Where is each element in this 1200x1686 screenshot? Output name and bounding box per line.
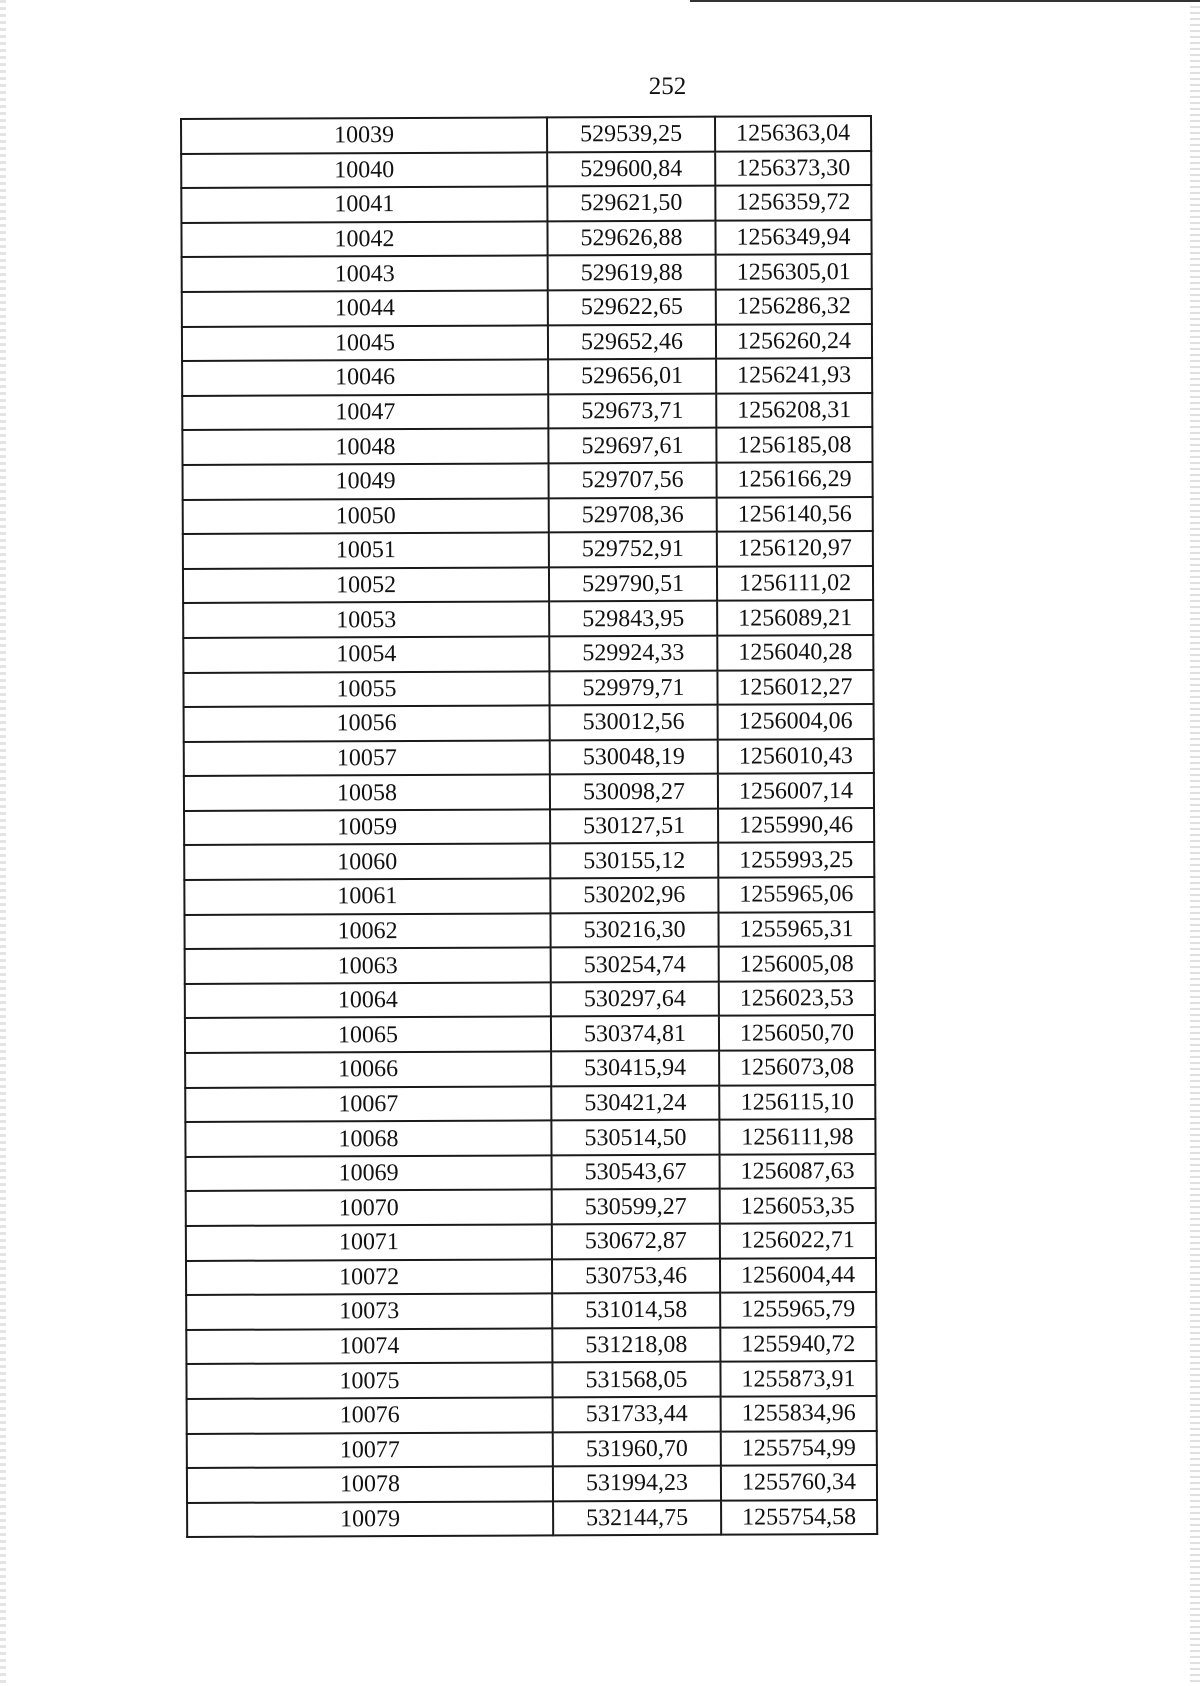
table-row [182,254,872,292]
scan-edge-left [0,0,6,1686]
y-coordinate-cell: 1256012,27 [717,669,873,704]
x-coordinate-cell: 531218,08 [552,1327,720,1362]
point-number-cell: 10047 [182,394,548,430]
x-coordinate-cell: 529708,36 [549,497,717,532]
x-coordinate-cell: 530415,94 [551,1051,719,1086]
point-number-cell: 10079 [187,1501,553,1537]
table-row [185,1119,875,1157]
y-coordinate-cell: 1256166,29 [717,462,873,497]
coordinates-table [180,115,878,1538]
table-row [185,1085,875,1123]
table-row [183,531,873,569]
point-number-cell: 10064 [185,982,551,1018]
x-coordinate-cell: 530672,87 [552,1224,720,1259]
y-coordinate-cell: 1256050,70 [719,1015,875,1050]
y-coordinate-cell: 1256007,14 [718,773,874,808]
point-number-cell: 10062 [184,913,550,949]
table-row [181,151,871,189]
point-number-cell: 10040 [181,152,547,188]
y-coordinate-cell: 1256260,24 [716,324,872,359]
y-coordinate-cell: 1256053,35 [720,1188,876,1223]
x-coordinate-cell: 529600,84 [547,151,715,186]
point-number-cell: 10066 [185,1051,551,1087]
x-coordinate-cell: 531994,23 [553,1466,721,1501]
table-row [182,324,872,362]
point-number-cell: 10073 [186,1294,552,1330]
table-row [185,946,875,984]
point-number-cell: 10063 [185,948,551,984]
table-row [186,1154,876,1192]
y-coordinate-cell: 1256305,01 [716,254,872,289]
table-row [184,773,874,811]
page-number: 252 [648,73,687,100]
x-coordinate-cell: 531568,05 [552,1362,720,1397]
x-coordinate-cell: 530216,30 [550,912,718,947]
point-number-cell: 10068 [185,1121,551,1157]
table-row [184,739,874,777]
point-number-cell: 10060 [184,844,550,880]
table-row [184,704,874,742]
table-row [187,1396,877,1434]
y-coordinate-cell: 1255965,06 [718,877,874,912]
table-row [183,669,873,707]
x-coordinate-cell: 529621,50 [547,186,715,221]
top-rule [690,0,1200,2]
x-coordinate-cell: 529924,33 [549,636,717,671]
table-row [182,358,872,396]
point-number-cell: 10057 [184,740,550,776]
table-row [184,912,874,950]
y-coordinate-cell: 1256115,10 [719,1085,875,1120]
point-number-cell: 10051 [183,533,549,569]
y-coordinate-cell: 1256004,06 [718,704,874,739]
table-row [186,1327,876,1365]
point-number-cell: 10052 [183,567,549,603]
table-row [187,1431,877,1469]
table-row [185,1015,875,1053]
x-coordinate-cell: 529697,61 [548,428,716,463]
point-number-cell: 10056 [184,705,550,741]
x-coordinate-cell: 530254,74 [551,947,719,982]
point-number-cell: 10050 [183,498,549,534]
point-number-cell: 10065 [185,1017,551,1053]
x-coordinate-cell: 530048,19 [550,739,718,774]
table-row [184,808,874,846]
x-coordinate-cell: 530753,46 [552,1258,720,1293]
y-coordinate-cell: 1256023,53 [719,981,875,1016]
point-number-cell: 10074 [186,1328,552,1364]
x-coordinate-cell: 529673,71 [548,393,716,428]
x-coordinate-cell: 529539,25 [547,117,715,152]
table-row [185,1050,875,1088]
y-coordinate-cell: 1255990,46 [718,808,874,843]
x-coordinate-cell: 529752,91 [549,532,717,567]
table-row [186,1188,876,1226]
table-row [181,185,871,223]
point-number-cell: 10055 [183,671,549,707]
point-number-cell: 10078 [187,1467,553,1503]
x-coordinate-cell: 530155,12 [550,843,718,878]
y-coordinate-cell: 1256120,97 [717,531,873,566]
y-coordinate-cell: 1256349,94 [715,220,871,255]
point-number-cell: 10046 [182,360,548,396]
point-number-cell: 10071 [186,1224,552,1260]
point-number-cell: 10072 [186,1259,552,1295]
y-coordinate-cell: 1255754,58 [721,1500,877,1535]
point-number-cell: 10041 [181,187,547,223]
x-coordinate-cell: 529979,71 [549,670,717,705]
x-coordinate-cell: 530543,67 [552,1154,720,1189]
y-coordinate-cell: 1256089,21 [717,600,873,635]
y-coordinate-cell: 1256286,32 [716,289,872,324]
point-number-cell: 10053 [183,602,549,638]
table-row [187,1500,877,1538]
y-coordinate-cell: 1256111,98 [719,1119,875,1154]
table-row [184,877,874,915]
y-coordinate-cell: 1256363,04 [715,116,871,151]
point-number-cell: 10077 [187,1432,553,1468]
point-number-cell: 10067 [185,1086,551,1122]
point-number-cell: 10075 [186,1363,552,1399]
table-row [182,289,872,327]
table-row [187,1465,877,1503]
y-coordinate-cell: 1256373,30 [715,151,871,186]
point-number-cell: 10039 [181,117,547,153]
table-row [186,1361,876,1399]
table-row [186,1223,876,1261]
x-coordinate-cell: 529656,01 [548,359,716,394]
table-row [183,600,873,638]
point-number-cell: 10054 [183,636,549,672]
point-number-cell: 10070 [186,1190,552,1226]
x-coordinate-cell: 532144,75 [553,1500,721,1535]
point-number-cell: 10058 [184,775,550,811]
x-coordinate-cell: 530297,64 [551,982,719,1017]
y-coordinate-cell: 1256111,02 [717,566,873,601]
coordinates-table-body [181,116,877,1537]
table-row [186,1258,876,1296]
point-number-cell: 10045 [182,325,548,361]
y-coordinate-cell: 1255993,25 [718,842,874,877]
x-coordinate-cell: 529619,88 [548,255,716,290]
point-number-cell: 10044 [182,290,548,326]
x-coordinate-cell: 530374,81 [551,1016,719,1051]
x-coordinate-cell: 529843,95 [549,601,717,636]
y-coordinate-cell: 1256010,43 [718,739,874,774]
scan-edge-right [1190,0,1200,1686]
point-number-cell: 10059 [184,809,550,845]
x-coordinate-cell: 531960,70 [553,1431,721,1466]
x-coordinate-cell: 531733,44 [553,1397,721,1432]
x-coordinate-cell: 529790,51 [549,566,717,601]
y-coordinate-cell: 1255760,34 [721,1465,877,1500]
y-coordinate-cell: 1255940,72 [720,1327,876,1362]
x-coordinate-cell: 531014,58 [552,1293,720,1328]
table-row [186,1292,876,1330]
x-coordinate-cell: 530514,50 [551,1120,719,1155]
y-coordinate-cell: 1255965,79 [720,1292,876,1327]
x-coordinate-cell: 530202,96 [550,878,718,913]
y-coordinate-cell: 1256087,63 [720,1154,876,1189]
x-coordinate-cell: 530421,24 [551,1085,719,1120]
table-row [184,842,874,880]
y-coordinate-cell: 1256208,31 [716,393,872,428]
point-number-cell: 10061 [184,878,550,914]
y-coordinate-cell: 1256241,93 [716,358,872,393]
point-number-cell: 10069 [186,1155,552,1191]
x-coordinate-cell: 530127,51 [550,809,718,844]
point-number-cell: 10049 [183,463,549,499]
table-row [183,566,873,604]
x-coordinate-cell: 529652,46 [548,324,716,359]
table-row [185,981,875,1019]
y-coordinate-cell: 1256140,56 [717,497,873,532]
table-row [182,393,872,431]
table-row [182,427,872,465]
y-coordinate-cell: 1255873,91 [720,1361,876,1396]
table-row [183,635,873,673]
table-row [183,497,873,535]
y-coordinate-cell: 1256040,28 [717,635,873,670]
y-coordinate-cell: 1255834,96 [721,1396,877,1431]
table-row [181,116,871,154]
point-number-cell: 10042 [181,221,547,257]
y-coordinate-cell: 1256359,72 [715,185,871,220]
x-coordinate-cell: 529626,88 [547,220,715,255]
y-coordinate-cell: 1255965,31 [718,912,874,947]
point-number-cell: 10076 [187,1397,553,1433]
x-coordinate-cell: 530599,27 [552,1189,720,1224]
y-coordinate-cell: 1256185,08 [716,427,872,462]
y-coordinate-cell: 1256022,71 [720,1223,876,1258]
y-coordinate-cell: 1256005,08 [719,946,875,981]
point-number-cell: 10048 [182,429,548,465]
x-coordinate-cell: 530098,27 [550,774,718,809]
point-number-cell: 10043 [182,256,548,292]
x-coordinate-cell: 530012,56 [550,705,718,740]
x-coordinate-cell: 529622,65 [548,290,716,325]
x-coordinate-cell: 529707,56 [549,463,717,498]
y-coordinate-cell: 1256004,44 [720,1258,876,1293]
y-coordinate-cell: 1256073,08 [719,1050,875,1085]
table-row [181,220,871,258]
table-row [183,462,873,500]
y-coordinate-cell: 1255754,99 [721,1431,877,1466]
